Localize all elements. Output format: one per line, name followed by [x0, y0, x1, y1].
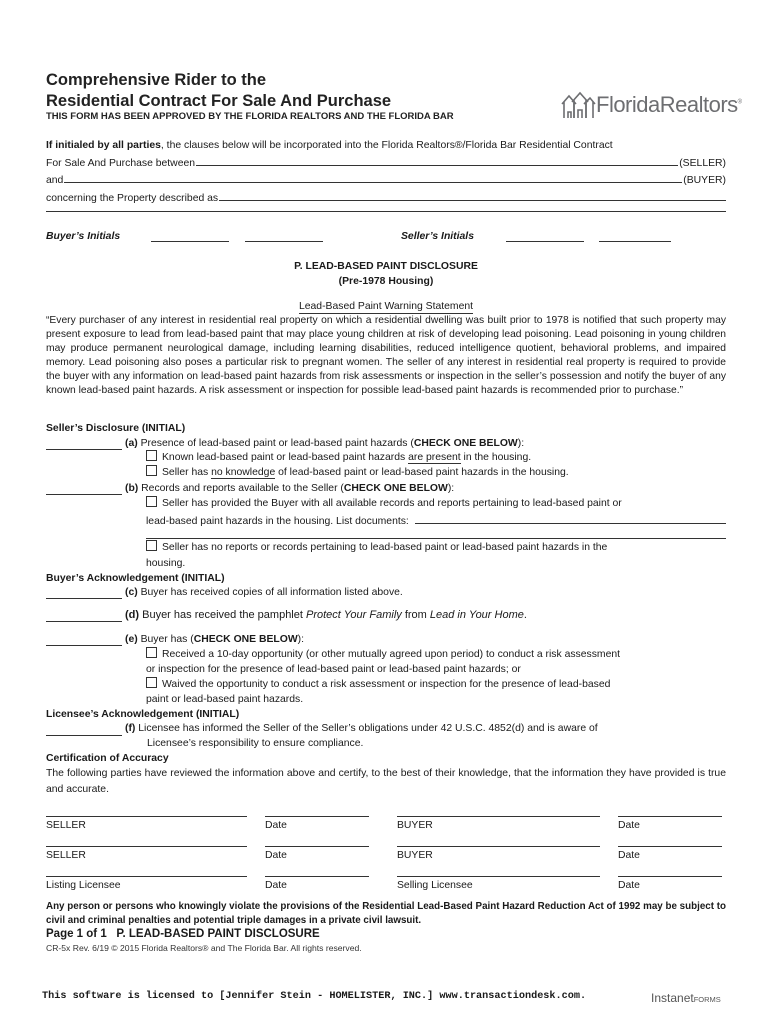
signature-listing-licensee[interactable]: Listing Licensee	[46, 876, 247, 894]
initial-field-c[interactable]	[46, 598, 122, 599]
option-e2: Waived the opportunity to conduct a risk assessment or inspection for the presence of lead-based	[146, 677, 726, 693]
property-description-field[interactable]	[219, 189, 726, 201]
date-buyer-2[interactable]: Date	[618, 846, 722, 864]
page-number: Page 1 of 1	[46, 928, 107, 940]
checkbox-waived-opportunity[interactable]	[146, 677, 157, 688]
intro-paragraph	[46, 138, 726, 206]
intro-lead-text: , the clauses below will be incorporated into the Florida Realtors®/Florida Bar Residential Contract	[160, 140, 613, 151]
initial-field-d[interactable]	[46, 621, 122, 622]
option-a2: Seller has no knowledge of lead-based paint or lead-based paint hazards in the housing.	[146, 465, 569, 481]
documents-list-field-line2[interactable]	[146, 538, 726, 539]
item-f-line2: Licensee’s responsibility to ensure compliance.	[147, 738, 364, 749]
date-seller-1[interactable]: Date	[265, 816, 369, 834]
certification-heading: Certification of Accuracy	[46, 753, 169, 764]
and-label: and	[46, 175, 64, 187]
seller-initials-field-2[interactable]	[599, 241, 671, 242]
checkbox-no-knowledge[interactable]	[146, 465, 157, 476]
option-a1: Known lead-based paint or lead-based paint hazards are present in the housing.	[146, 450, 531, 466]
property-label: concerning the Property described as	[46, 192, 219, 204]
florida-realtors-logo	[560, 88, 742, 122]
item-c: (c) Buyer has received copies of all information listed above.	[125, 587, 403, 598]
option-b1-line2: lead-based paint hazards in the housing. List documents:	[146, 512, 726, 530]
form-title	[46, 70, 391, 112]
signature-buyer-1[interactable]: BUYER	[397, 816, 600, 834]
option-e1-line2: or inspection for the presence of lead-based paint or lead-based paint hazards; or	[146, 664, 521, 675]
item-a: (a) Presence of lead-based paint or lead-based paint hazards (CHECK ONE BELOW):	[125, 438, 525, 449]
certification-text: The following parties have reviewed the information above and certify, to the best of their knowledge, that the information they have provided is true and accurate.	[46, 768, 726, 795]
section-title: P. LEAD-BASED PAINT DISCLOSURE	[294, 261, 478, 272]
buyer-initials-field-2[interactable]	[245, 241, 323, 242]
initial-field-b[interactable]	[46, 494, 122, 495]
date-listing-licensee[interactable]: Date	[265, 876, 369, 894]
item-b: (b) Records and reports available to the Seller (CHECK ONE BELOW):	[125, 483, 455, 494]
item-f: (f) Licensee has informed the Seller of the Seller’s obligations under 42 U.S.C. 4852(d) and is aware of	[125, 723, 598, 734]
page-section-title: P. LEAD-BASED PAINT DISCLOSURE	[116, 928, 320, 940]
date-buyer-1[interactable]: Date	[618, 816, 722, 834]
houses-logo-icon	[560, 90, 596, 120]
form-title-line1: Comprehensive Rider to the	[46, 71, 267, 89]
section-subtitle: (Pre-1978 Housing)	[338, 276, 434, 287]
option-e1: Received a 10-day opportunity (or other mutually agreed upon period) to conduct a risk assessment	[146, 647, 726, 663]
penalty-warning: Any person or persons who knowingly violate the provisions of the Residential Lead-Based Paint Hazard Reduction Act of 1992 may be subject to civil and criminal penalties and potential triple damages in a private civil lawsuit.	[46, 901, 726, 926]
initial-field-f[interactable]	[46, 735, 122, 736]
buyer-initials-field-1[interactable]	[151, 241, 229, 242]
option-b2: Seller has no reports or records pertaining to lead-based paint or lead-based paint hazards in the	[146, 540, 726, 556]
date-selling-licensee[interactable]: Date	[618, 876, 722, 894]
form-id: CR-5x Rev. 6/19 © 2015 Florida Realtors® and The Florida Bar. All rights reserved.	[46, 943, 362, 953]
initial-field-a[interactable]	[46, 449, 122, 450]
date-seller-2[interactable]: Date	[265, 846, 369, 864]
warning-statement: “Every purchaser of any interest in residential real property on which a residential dwelling was built prior to 1978 is notified that such property may present exposure to lead from lead-based paint that may place young children at risk of developing lead poisoning. Lead poisoning in young children may produce permanent neurological damage, including learning disabilities, reduced intelligence quotient, behavioral problems, and impaired memory. Lead poisoning also poses a particular risk to pregnant women. The seller of any interest in residential real property is required to provide the buyer with any information on lead-based paint hazards from risk assessments or inspection in the seller’s possession and notify the buyer of any known lead-based paint hazards. A risk assessment or inspection for possible lead-based paint hazards is recommended prior to purchase.”	[46, 315, 726, 397]
license-line: This software is licensed to [Jennifer Stein - HOMELISTER, INC.] www.transactiondesk.com.	[42, 991, 587, 1002]
buyer-ack-heading: Buyer’s Acknowledgement (INITIAL)	[46, 573, 225, 584]
signature-seller-1[interactable]: SELLER	[46, 816, 247, 834]
approval-statement: THIS FORM HAS BEEN APPROVED BY THE FLORIDA REALTORS AND THE FLORIDA BAR	[46, 111, 454, 122]
page-footer	[46, 928, 320, 940]
option-e2-line2: paint or lead-based paint hazards.	[146, 694, 304, 705]
between-label: For Sale And Purchase between	[46, 157, 196, 169]
signature-selling-licensee[interactable]: Selling Licensee	[397, 876, 600, 894]
licensee-ack-heading: Licensee’s Acknowledgement (INITIAL)	[46, 709, 240, 720]
warning-heading: Lead-Based Paint Warning Statement	[298, 301, 474, 312]
checkbox-no-records[interactable]	[146, 540, 157, 551]
seller-initials-field-1[interactable]	[506, 241, 584, 242]
seller-name-field[interactable]	[196, 154, 678, 166]
checkbox-records-provided[interactable]	[146, 496, 157, 507]
option-b1: Seller has provided the Buyer with all available records and reports pertaining to lead-based paint or	[146, 496, 726, 512]
signature-buyer-2[interactable]: BUYER	[397, 846, 600, 864]
property-description-field-line2[interactable]	[46, 211, 726, 212]
initial-field-e[interactable]	[46, 645, 122, 646]
checkbox-received-opportunity[interactable]	[146, 647, 157, 658]
checkbox-lead-present[interactable]	[146, 450, 157, 461]
documents-list-field[interactable]	[415, 512, 726, 524]
logo-wordmark: FloridaRealtors®	[596, 92, 742, 117]
instanet-forms-logo: InstanetFORMS	[651, 991, 721, 1005]
item-e: (e) Buyer has (CHECK ONE BELOW):	[125, 634, 305, 645]
seller-tag: (SELLER)	[679, 157, 726, 169]
seller-disclosure-heading: Seller’s Disclosure (INITIAL)	[46, 423, 186, 434]
option-b2-line2: housing.	[146, 558, 186, 569]
seller-initials-label: Seller’s Initials	[401, 231, 474, 242]
buyer-initials-label: Buyer’s Initials	[46, 231, 121, 242]
intro-lead-bold: If initialed by all parties	[46, 140, 161, 151]
buyer-name-field[interactable]	[64, 171, 682, 183]
signature-seller-2[interactable]: SELLER	[46, 846, 247, 864]
form-title-line2: Residential Contract For Sale And Purchase	[46, 92, 392, 110]
buyer-tag: (BUYER)	[683, 175, 726, 187]
item-d: (d) Buyer has received the pamphlet Protect Your Family from Lead in Your Home.	[125, 609, 527, 621]
